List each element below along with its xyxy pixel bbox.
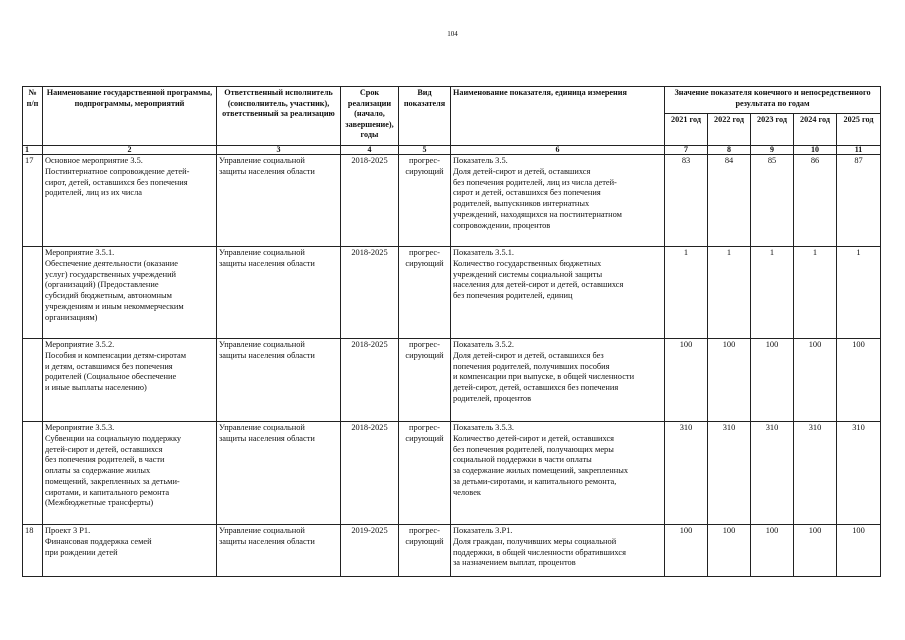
- column-number: 6: [451, 146, 665, 155]
- value-2023: 100: [751, 525, 794, 577]
- column-number: 1: [23, 146, 43, 155]
- indicator-type: прогрес- сирующий: [399, 155, 451, 247]
- executor: Управление социальной защиты населения области: [217, 339, 341, 422]
- term: 2019-2025: [341, 525, 399, 577]
- value-2021: 83: [665, 155, 708, 247]
- term: 2018-2025: [341, 339, 399, 422]
- header-year-2025: 2025 год: [837, 114, 881, 146]
- value-2024: 100: [794, 525, 837, 577]
- value-2025: 87: [837, 155, 881, 247]
- column-number: 11: [837, 146, 881, 155]
- value-2023: 1: [751, 247, 794, 339]
- table-row: [23, 155, 881, 247]
- column-number: 2: [43, 146, 217, 155]
- executor: Управление социальной защиты населения области: [217, 525, 341, 577]
- value-2024: 1: [794, 247, 837, 339]
- header-name: Наименование государственной программы, подпрограммы, мероприятий: [43, 87, 217, 146]
- value-2021: 100: [665, 339, 708, 422]
- value-2024: 100: [794, 339, 837, 422]
- header-year-2021: 2021 год: [665, 114, 708, 146]
- header-type: Вид показателя: [399, 87, 451, 146]
- indicator-type: прогрес- сирующий: [399, 339, 451, 422]
- row-number: 17: [23, 155, 43, 247]
- value-2021: 310: [665, 422, 708, 525]
- value-2024: 310: [794, 422, 837, 525]
- value-2022: 84: [708, 155, 751, 247]
- header-term: Срок реализации (начало, завершение), годы: [341, 87, 399, 146]
- header-row: [23, 87, 881, 114]
- activity-name: Основное мероприятие 3.5. Постинтернатное сопровождение детей- сирот, детей, оставшихся без попечения родителей, лиц из их числа: [43, 155, 217, 247]
- header-executor: Ответственный исполнитель (соисполнитель, участник), ответственный за реализацию: [217, 87, 341, 146]
- activity-name: Мероприятие 3.5.3. Субвенции на социальную поддержку детей-сирот и детей, оставшихся без попечения родителей, в части оплаты за содержание жилых помещений, закрепленных за детьми- сиротами, и капитального ремонта (Межбюджетные трансферты): [43, 422, 217, 525]
- row-number: [23, 247, 43, 339]
- value-2022: 100: [708, 339, 751, 422]
- row-number: [23, 339, 43, 422]
- activity-name: Проект 3 Р1. Финансовая поддержка семей при рождении детей: [43, 525, 217, 577]
- value-2025: 100: [837, 525, 881, 577]
- column-numbers-row: [23, 146, 881, 155]
- value-2021: 1: [665, 247, 708, 339]
- header-year-2024: 2024 год: [794, 114, 837, 146]
- column-number: 7: [665, 146, 708, 155]
- value-2022: 100: [708, 525, 751, 577]
- indicator-name: Показатель 3.5. Доля детей-сирот и детей, оставшихся без попечения родителей, лиц из числа детей- сирот и детей, оставшихся без попечения родителей, выпускников интернатных учреждений, находящихся на постинтернатном сопровождении, процентов: [451, 155, 665, 247]
- indicator-name: Показатель 3.5.2. Доля детей-сирот и детей, оставшихся без попечения родителей, получивших пособия и компенсации при выпуске, в общей численности детей-сирот, детей, оставшихся без попечения родителей, процентов: [451, 339, 665, 422]
- column-number: 10: [794, 146, 837, 155]
- header-indicator: Наименование показателя, единица измерения: [451, 87, 665, 146]
- header-year-2022: 2022 год: [708, 114, 751, 146]
- executor: Управление социальной защиты населения области: [217, 247, 341, 339]
- value-2021: 100: [665, 525, 708, 577]
- executor: Управление социальной защиты населения области: [217, 155, 341, 247]
- value-2022: 310: [708, 422, 751, 525]
- row-number: [23, 422, 43, 525]
- header-values-group: Значение показателя конечного и непосредственного результата по годам: [665, 87, 881, 114]
- indicator-name: Показатель 3.5.3. Количество детей-сирот и детей, оставшихся без попечения родителей, получающих меры социальной поддержки в части оплаты за содержание жилых помещений, закрепленных за детьми-сиротами, и капитального ремонта, человек: [451, 422, 665, 525]
- column-number: 8: [708, 146, 751, 155]
- value-2025: 1: [837, 247, 881, 339]
- value-2024: 86: [794, 155, 837, 247]
- row-number: 18: [23, 525, 43, 577]
- indicator-type: прогрес- сирующий: [399, 247, 451, 339]
- indicator-type: прогрес- сирующий: [399, 422, 451, 525]
- column-number: 3: [217, 146, 341, 155]
- table-row: [23, 422, 881, 525]
- term: 2018-2025: [341, 422, 399, 525]
- value-2022: 1: [708, 247, 751, 339]
- program-indicators-table: [22, 86, 881, 577]
- term: 2018-2025: [341, 247, 399, 339]
- value-2025: 100: [837, 339, 881, 422]
- executor: Управление социальной защиты населения области: [217, 422, 341, 525]
- value-2023: 100: [751, 339, 794, 422]
- table-row: [23, 339, 881, 422]
- value-2023: 310: [751, 422, 794, 525]
- value-2025: 310: [837, 422, 881, 525]
- activity-name: Мероприятие 3.5.1. Обеспечение деятельности (оказание услуг) государственных учреждений (организаций) (Предоставление субсидий бюджетным, автономным учреждениям и иным некоммерческим организациям): [43, 247, 217, 339]
- term: 2018-2025: [341, 155, 399, 247]
- column-number: 4: [341, 146, 399, 155]
- indicator-type: прогрес- сирующий: [399, 525, 451, 577]
- indicator-name: Показатель 3.Р1. Доля граждан, получивших меры социальной поддержки, в общей численности обратившихся за назначением выплат, процентов: [451, 525, 665, 577]
- column-number: 5: [399, 146, 451, 155]
- value-2023: 85: [751, 155, 794, 247]
- column-number: 9: [751, 146, 794, 155]
- header-year-2023: 2023 год: [751, 114, 794, 146]
- page-number: 104: [447, 30, 458, 38]
- indicator-name: Показатель 3.5.1. Количество государственных бюджетных учреждений системы социальной защиты населения для детей-сирот и детей, оставшихся без попечения родителей, единиц: [451, 247, 665, 339]
- table-row: [23, 525, 881, 577]
- table-row: [23, 247, 881, 339]
- activity-name: Мероприятие 3.5.2. Пособия и компенсации детям-сиротам и детям, оставшимся без попечения родителей (Социальное обеспечение и иные выплаты населению): [43, 339, 217, 422]
- header-num: № п/п: [23, 87, 43, 146]
